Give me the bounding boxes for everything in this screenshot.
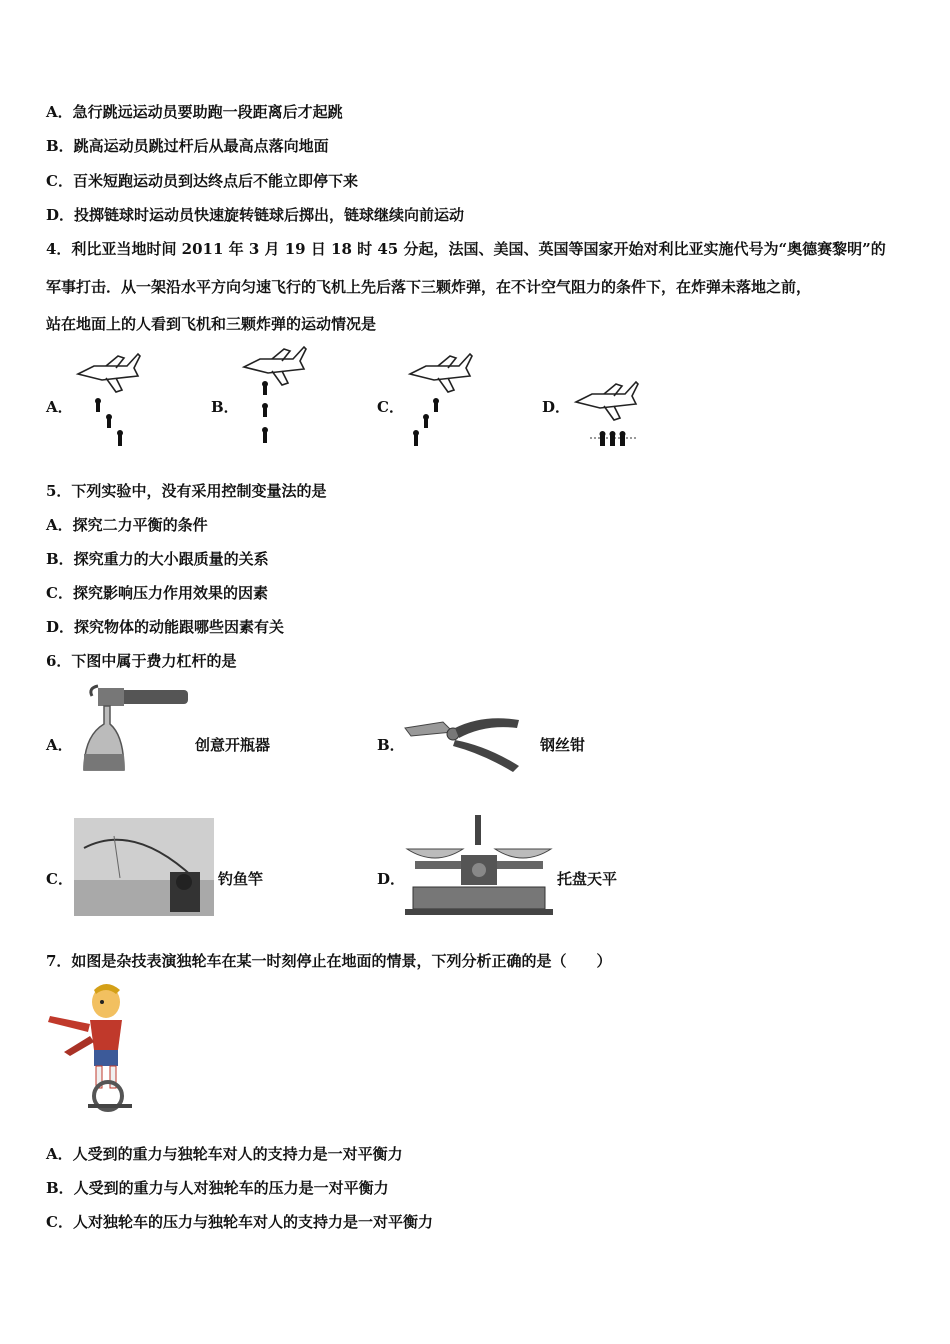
q7-stem: 7．如图是杂技表演独轮车在某一时刻停止在地面的情景，下列分析正确的是（ ） — [46, 952, 612, 970]
q6-option-c-caption: 钓鱼竿 — [218, 870, 264, 888]
fishing-rod-icon — [74, 818, 214, 916]
q4-stem-line-3: 站在地面上的人看到飞机和三颗炸弹的运动情况是 — [46, 315, 377, 333]
airplane-icon — [244, 347, 306, 385]
bottle-opener-icon — [78, 684, 193, 776]
q4-option-a-label: A． — [46, 398, 73, 416]
bomb-icon — [117, 430, 123, 446]
bomb-icon — [262, 427, 268, 443]
balance-scale-icon — [405, 815, 553, 917]
unicyclist-icon — [44, 980, 140, 1112]
q5-option-b: B．探究重力的大小跟质量的关系 — [46, 550, 269, 568]
q3-option-b: B．跳高运动员跳过杆后从最高点落向地面 — [46, 137, 329, 155]
q6-option-c-label: C． — [46, 870, 73, 888]
bomb-icon — [620, 431, 626, 446]
q7-option-a: A．人受到的重力与独轮车对人的支持力是一对平衡力 — [46, 1145, 403, 1163]
q4-figure-a — [72, 352, 152, 452]
q6-option-b-label: B． — [377, 736, 405, 754]
q5-option-a: A．探究二力平衡的条件 — [46, 516, 208, 534]
q5-stem: 5．下列实验中，没有采用控制变量法的是 — [46, 482, 327, 500]
q6-option-b-caption: 钢丝钳 — [540, 736, 586, 754]
bomb-icon — [95, 398, 101, 412]
bomb-icon — [433, 398, 439, 412]
q6-option-a-label: A． — [46, 736, 73, 754]
q3-option-a: A．急行跳远运动员要助跑一段距离后才起跳 — [46, 103, 343, 121]
q6-stem: 6．下图中属于费力杠杆的是 — [46, 652, 237, 670]
bomb-icon — [262, 381, 268, 395]
bomb-icon — [423, 414, 429, 428]
q3-option-d: D．投掷链球时运动员快速旋转链球后掷出，链球继续向前运动 — [46, 206, 465, 224]
q6-option-a-caption: 创意开瓶器 — [195, 736, 271, 754]
q6-option-d-label: D． — [377, 870, 406, 888]
q7-option-c: C．人对独轮车的压力与独轮车对人的支持力是一对平衡力 — [46, 1213, 433, 1231]
q4-stem-line-1: 4．利比亚当地时间 2011 年 3 月 19 日 18 时 45 分起，法国、美国、英国等国家开始对利比亚实施代号为“奥德赛黎明”的 — [46, 240, 886, 258]
airplane-icon — [576, 382, 638, 420]
q4-option-b-label: B． — [211, 398, 239, 416]
bomb-icon — [106, 414, 112, 428]
pliers-icon — [403, 710, 523, 772]
bomb-icon — [600, 431, 606, 446]
bomb-icon — [413, 430, 419, 446]
bomb-icon — [262, 403, 268, 417]
airplane-icon — [410, 354, 472, 392]
q6-option-d-caption: 托盘天平 — [557, 870, 618, 888]
q4-figure-d — [570, 380, 650, 450]
q4-figure-b — [238, 345, 318, 453]
q4-stem-line-2: 军事打击．从一架沿水平方向匀速飞行的飞机上先后落下三颗炸弹，在不计空气阻力的条件下，在炸弹未落地之前， — [46, 278, 812, 296]
q4-option-d-label: D． — [542, 398, 571, 416]
q3-option-c: C．百米短跑运动员到达终点后不能立即停下来 — [46, 172, 358, 190]
q5-option-c: C．探究影响压力作用效果的因素 — [46, 584, 268, 602]
airplane-icon — [78, 354, 140, 392]
q4-option-c-label: C． — [377, 398, 404, 416]
q4-figure-c — [404, 352, 484, 452]
fishing-rod-photo — [74, 818, 214, 916]
bomb-icon — [610, 431, 616, 446]
q7-option-b: B．人受到的重力与人对独轮车的压力是一对平衡力 — [46, 1179, 389, 1197]
q5-option-d: D．探究物体的动能跟哪些因素有关 — [46, 618, 285, 636]
